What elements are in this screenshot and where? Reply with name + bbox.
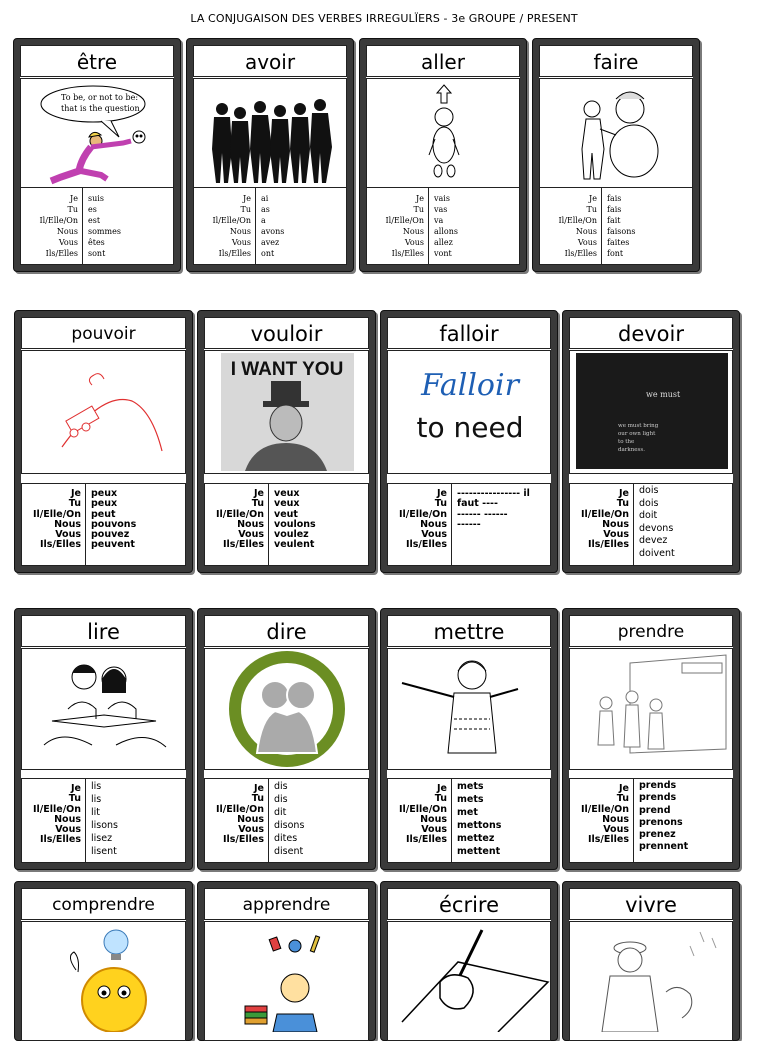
verb-form: mettez (457, 833, 495, 844)
verb-form: va (434, 216, 444, 225)
conjugation-table (204, 778, 369, 863)
pronoun: Tu (616, 498, 629, 510)
pronoun: Tu (586, 205, 597, 214)
verb-form: prends (639, 792, 677, 804)
pronoun: Ils/Elles (39, 539, 81, 551)
pronoun: Il/Elle/On (398, 508, 447, 520)
verb-form: dit (274, 807, 287, 818)
pronoun: Il/Elle/On (212, 216, 251, 225)
illustration-walking-child (366, 78, 520, 190)
verb-form: faites (607, 238, 630, 247)
card-falloir (380, 310, 558, 573)
card-apprendre (197, 881, 376, 1041)
pronoun: Vous (603, 824, 629, 836)
pronoun: Nous (56, 227, 78, 236)
image-subtitle: to need (416, 411, 524, 444)
conjugation-table (569, 778, 733, 863)
verb-form: pouvons (91, 518, 137, 530)
pronoun: Il/Elle/On (32, 508, 81, 520)
pronoun: Nous (54, 813, 81, 825)
verb-form: lisent (91, 846, 117, 857)
conjugation-table (539, 187, 693, 265)
conjugation-table (204, 483, 369, 566)
pronoun: Nous (54, 518, 81, 530)
conjugation-table (21, 483, 186, 566)
pronoun: Je (254, 488, 264, 499)
speech-line-2: that is the question (61, 104, 140, 113)
pronoun: Nous (420, 518, 447, 530)
pronoun: Je (619, 488, 629, 499)
card-vivre (562, 881, 740, 1041)
verb-title: comprendre (21, 888, 186, 920)
verb-title: dire (204, 615, 369, 647)
conjugation-table (193, 187, 347, 265)
illustration-girl-coat (387, 648, 551, 770)
conjugation-table (20, 187, 174, 265)
pronoun: Nous (402, 227, 424, 236)
pronoun: Nous (229, 227, 251, 236)
illustration-juggling-student (204, 921, 369, 1041)
pronoun: Ils/Elles (564, 249, 597, 258)
verb-form: dois (639, 497, 659, 509)
verb-form: fais (607, 205, 622, 214)
verb-title: faire (539, 45, 693, 77)
pronoun: Je (589, 194, 597, 203)
pronoun: Je (243, 194, 251, 203)
verb-form: sont (88, 249, 106, 258)
pronoun: Ils/Elles (587, 834, 629, 846)
verb-form: mettons (457, 820, 502, 831)
pronoun: Il/Elle/On (215, 508, 264, 520)
pronoun: Je (71, 488, 81, 499)
verb-form: dites (274, 833, 298, 844)
verb-title: devoir (569, 317, 733, 349)
verb-form: disons (274, 820, 305, 831)
verb-form: font (607, 249, 624, 258)
pronoun: Je (437, 488, 447, 499)
pronoun: Vous (231, 238, 251, 247)
card-dire (197, 608, 376, 870)
illustration-train-hill (21, 350, 186, 474)
verb-form: es (88, 205, 97, 214)
verb-form: dois (639, 485, 659, 496)
verb-form: ai (261, 194, 269, 203)
verb-title: aller (366, 45, 520, 77)
pronoun: Nous (237, 813, 264, 825)
verb-form: dis (274, 781, 288, 792)
verb-form: avez (261, 238, 280, 247)
pronoun: Je (254, 783, 264, 794)
verb-title: apprendre (204, 888, 369, 920)
card-pouvoir (14, 310, 193, 573)
verb-form: ont (261, 249, 275, 258)
pronoun: Nous (420, 813, 447, 825)
verb-form: mets (457, 781, 484, 792)
card-mettre (380, 608, 558, 870)
pronoun: Ils/Elles (218, 249, 251, 258)
verb-form: prend (639, 804, 671, 816)
verb-title: lire (21, 615, 186, 647)
verb-form: faut ---- (457, 498, 498, 510)
verb-form: sommes (88, 227, 121, 236)
verb-title: être (20, 45, 174, 77)
speech-line-1: To be, or not to be: (61, 93, 139, 102)
illustration-falloir-word (387, 350, 551, 474)
pronoun: Tu (68, 793, 81, 805)
pronoun: Il/Elle/On (385, 216, 424, 225)
verb-title: vouloir (204, 317, 369, 349)
pronoun: Ils/Elles (587, 539, 629, 551)
verb-form: mettent (457, 846, 501, 857)
pronoun: Vous (55, 529, 81, 541)
verb-form: devez (639, 535, 668, 546)
pronoun: Je (71, 783, 81, 794)
pronoun: Il/Elle/On (580, 803, 629, 815)
pronoun: Tu (251, 498, 264, 510)
illustration-hand-writing (387, 921, 551, 1041)
verb-form: lit (91, 807, 101, 818)
verb-form: voulez (274, 529, 309, 541)
pronoun: Tu (251, 793, 264, 805)
verb-form: vais (434, 194, 450, 203)
verb-title: falloir (387, 317, 551, 349)
pronoun: Je (437, 783, 447, 794)
verb-form: fait (607, 216, 621, 225)
verb-form: peut (91, 508, 116, 520)
illustration-hamlet (20, 78, 174, 190)
conjugation-table (21, 778, 186, 863)
verb-title: mettre (387, 615, 551, 647)
illustration-snowman (539, 78, 693, 190)
verb-form: ------ (457, 518, 481, 530)
pronoun: Vous (603, 529, 629, 541)
pronoun: Ils/Elles (391, 249, 424, 258)
verb-form: peux (91, 488, 118, 499)
verb-title: prendre (569, 615, 733, 647)
illustration-bus-stop (569, 648, 733, 770)
verb-form: dis (274, 794, 288, 805)
verb-form: prennent (639, 841, 689, 853)
conjugation-table (366, 187, 520, 265)
pronoun: Ils/Elles (45, 249, 78, 258)
image-text-4: darkness. (618, 447, 645, 453)
pronoun: Nous (237, 518, 264, 530)
pronoun: Tu (616, 793, 629, 805)
pronoun: Tu (67, 205, 78, 214)
pronoun: Tu (240, 205, 251, 214)
verb-form: vont (434, 249, 452, 258)
verb-form: lisez (91, 833, 113, 844)
card-faire (532, 38, 700, 272)
pronoun: Vous (58, 238, 78, 247)
pronoun: Il/Elle/On (580, 508, 629, 520)
verb-form: veux (274, 488, 300, 499)
pronoun: Il/Elle/On (558, 216, 597, 225)
verb-form: pouvez (91, 529, 130, 541)
pronoun: Je (70, 194, 78, 203)
verb-form: fais (607, 194, 622, 203)
pronoun: Il/Elle/On (398, 803, 447, 815)
verb-form: met (457, 807, 478, 818)
illustration-uncle-sam (204, 350, 369, 474)
pronoun: Vous (577, 238, 597, 247)
illustration-old-man (569, 921, 733, 1041)
pronoun: Ils/Elles (222, 539, 264, 551)
verb-form: lisons (91, 820, 119, 831)
illustration-whispering (204, 648, 369, 770)
pronoun: Ils/Elles (222, 834, 264, 846)
verb-title: pouvoir (21, 317, 186, 349)
card-lire (14, 608, 193, 870)
card-etre (13, 38, 181, 272)
card-prendre (562, 608, 740, 870)
illustration-lightbulb-smiley (21, 921, 186, 1041)
verb-form: ---------------- il (457, 488, 530, 499)
pronoun: Tu (434, 793, 447, 805)
pronoun: Tu (413, 205, 424, 214)
pronoun: Nous (602, 518, 629, 530)
verb-form: doit (639, 510, 658, 521)
verb-form: disent (274, 846, 304, 857)
verb-form: veut (274, 508, 298, 520)
verb-title: écrire (387, 888, 551, 920)
pronoun: Vous (238, 529, 264, 541)
pronoun: Nous (602, 813, 629, 825)
card-comprendre (14, 881, 193, 1041)
verb-form: prenez (639, 829, 676, 841)
verb-form: est (88, 216, 101, 225)
image-word: Falloir (421, 368, 519, 403)
illustration-darkness-quote (569, 350, 733, 474)
image-text-1: we must bring (618, 423, 659, 429)
pronoun: Tu (434, 498, 447, 510)
verb-form: peux (91, 498, 118, 510)
pronoun: Vous (238, 824, 264, 836)
pronoun: Nous (575, 227, 597, 236)
verb-title: vivre (569, 888, 733, 920)
verb-form: a (261, 216, 266, 225)
illustration-silhouettes (193, 78, 347, 190)
image-text-3: to the (618, 439, 635, 445)
verb-form: suis (88, 194, 104, 203)
card-vouloir (197, 310, 376, 573)
pronoun: Il/Elle/On (39, 216, 78, 225)
pronoun: Je (416, 194, 424, 203)
verb-title: avoir (193, 45, 347, 77)
verb-form: mets (457, 794, 484, 805)
image-text-2: our own light (618, 431, 656, 437)
verb-form: allez (434, 238, 453, 247)
pronoun: Je (619, 783, 629, 794)
verb-form: voulons (274, 518, 316, 530)
verb-form: lis (91, 781, 102, 792)
verb-form: veux (274, 498, 300, 510)
verb-form: veulent (274, 539, 315, 551)
verb-form: êtes (88, 238, 105, 247)
verb-form: prends (639, 780, 677, 791)
pronoun: Vous (404, 238, 424, 247)
card-aller (359, 38, 527, 272)
verb-form: peuvent (91, 539, 135, 551)
pronoun: Ils/Elles (405, 539, 447, 551)
pronoun: Vous (421, 529, 447, 541)
page-title: LA CONJUGAISON DES VERBES IRREGULÏERS - 3e GROUPE / PRESENT (190, 12, 578, 25)
verb-form: prenons (639, 816, 683, 828)
conjugation-table (569, 483, 733, 566)
verb-form: avons (261, 227, 285, 236)
verb-form: vas (434, 205, 448, 214)
card-devoir (562, 310, 740, 573)
verb-form: faisons (607, 227, 636, 236)
card-ecrire (380, 881, 558, 1041)
conjugation-table (387, 778, 551, 863)
card-avoir (186, 38, 354, 272)
verb-form: as (261, 205, 270, 214)
verb-form: doivent (639, 547, 675, 559)
verb-form: devons (639, 522, 674, 534)
pronoun: Vous (421, 824, 447, 836)
image-title: we must (646, 390, 681, 399)
verb-form: lis (91, 794, 102, 805)
pronoun: Il/Elle/On (32, 803, 81, 815)
illustration-reading-children (21, 648, 186, 770)
verb-form: ------ ------ (457, 508, 508, 520)
pronoun: Il/Elle/On (215, 803, 264, 815)
conjugation-table (387, 483, 551, 566)
pronoun: Ils/Elles (405, 834, 447, 846)
pronoun: Tu (68, 498, 81, 510)
poster-text: I WANT YOU (230, 359, 344, 380)
pronoun: Ils/Elles (39, 834, 81, 846)
pronoun: Vous (55, 824, 81, 836)
verb-form: allons (434, 227, 458, 236)
